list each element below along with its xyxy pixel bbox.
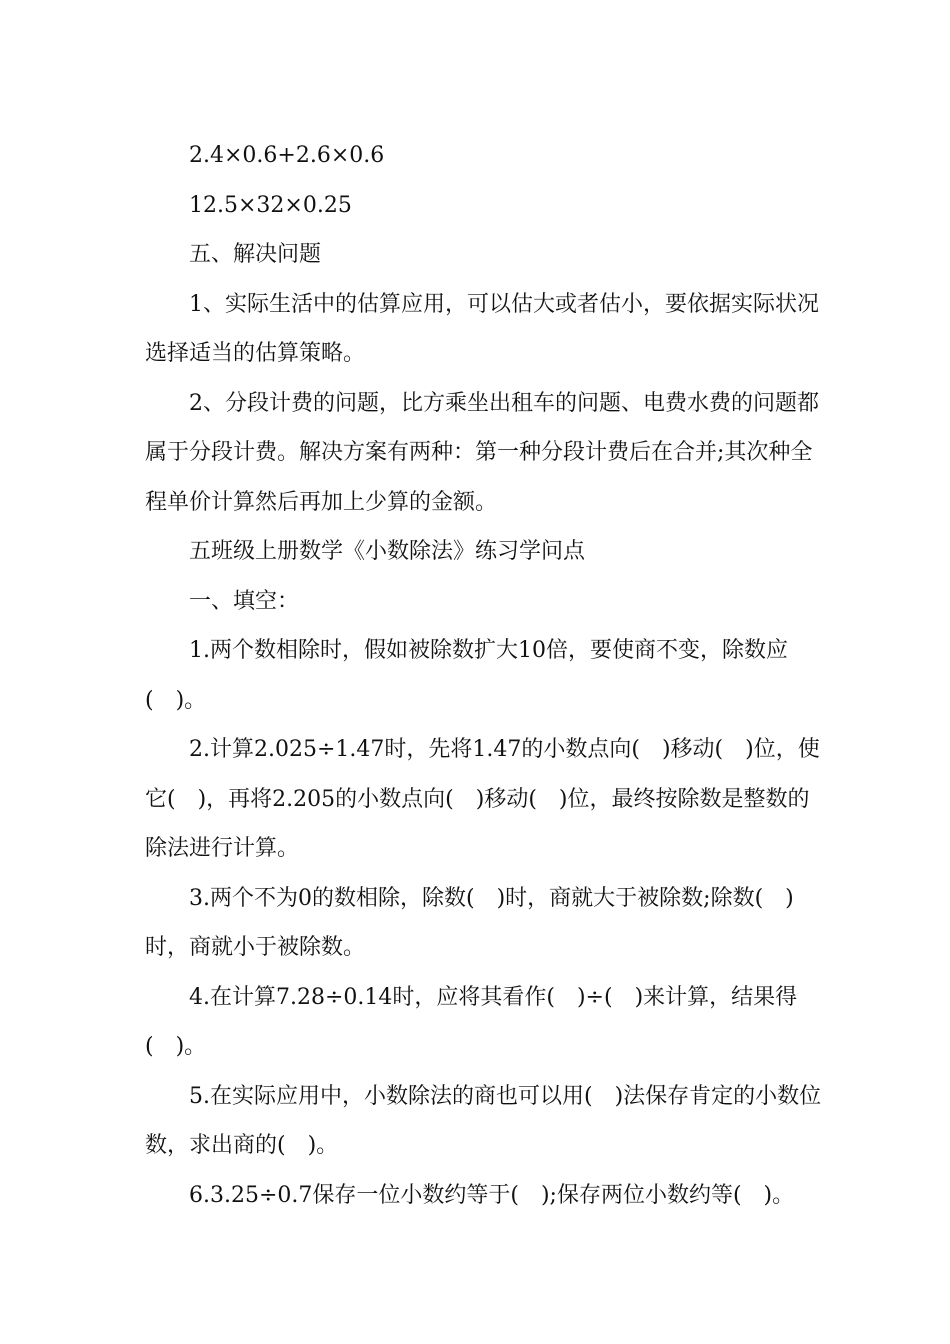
paragraph-estimation: 1、实际生活中的估算应用，可以估大或者估小，要依据实际状况选择适当的估算策略。 — [145, 291, 819, 366]
expression-line-1: 2.4×0.6+2.6×0.6 — [189, 143, 385, 168]
question-5: 5.在实际应用中，小数除法的商也可以用( )法保存肯定的小数位数，求出商的( )。 — [145, 1083, 822, 1158]
question-4: 4.在计算7.28÷0.14时，应将其看作( )÷( )来计算，结果得( )。 — [145, 984, 798, 1059]
section-heading-solve-problems: 五、解决问题 — [189, 242, 322, 267]
section-heading-fill-blanks: 一、填空： — [189, 588, 300, 614]
question-3: 3.两个不为0的数相除，除数( )时，商就大于被除数;除数( )时，商就小于被除数。 — [145, 885, 794, 960]
document-title-decimal-division: 五班级上册数学《小数除法》练习学问点 — [189, 539, 586, 564]
expression-line-2: 12.5×32×0.25 — [189, 192, 352, 218]
document-body — [145, 131, 825, 1220]
question-1: 1.两个数相除时，假如被除数扩大10倍，要使商不变，除数应( )。 — [145, 638, 788, 713]
question-6: 6.3.25÷0.7保存一位小数约等于( );保存两位小数约等( )。 — [189, 1182, 795, 1208]
question-2: 2.计算2.025÷1.47时，先将1.47的小数点向( )移动( )位，使它( )，再将2.205的小数点向( )移动( )位，最终按除数是整数的除法进行计算。 — [145, 737, 820, 861]
paragraph-segmented-billing: 2、分段计费的问题，比方乘坐出租车的问题、电费水费的问题都属于分段计费。解决方案有两种：第一种分段计费后在合并;其次种全程单价计算然后再加上少算的金额。 — [145, 390, 819, 515]
